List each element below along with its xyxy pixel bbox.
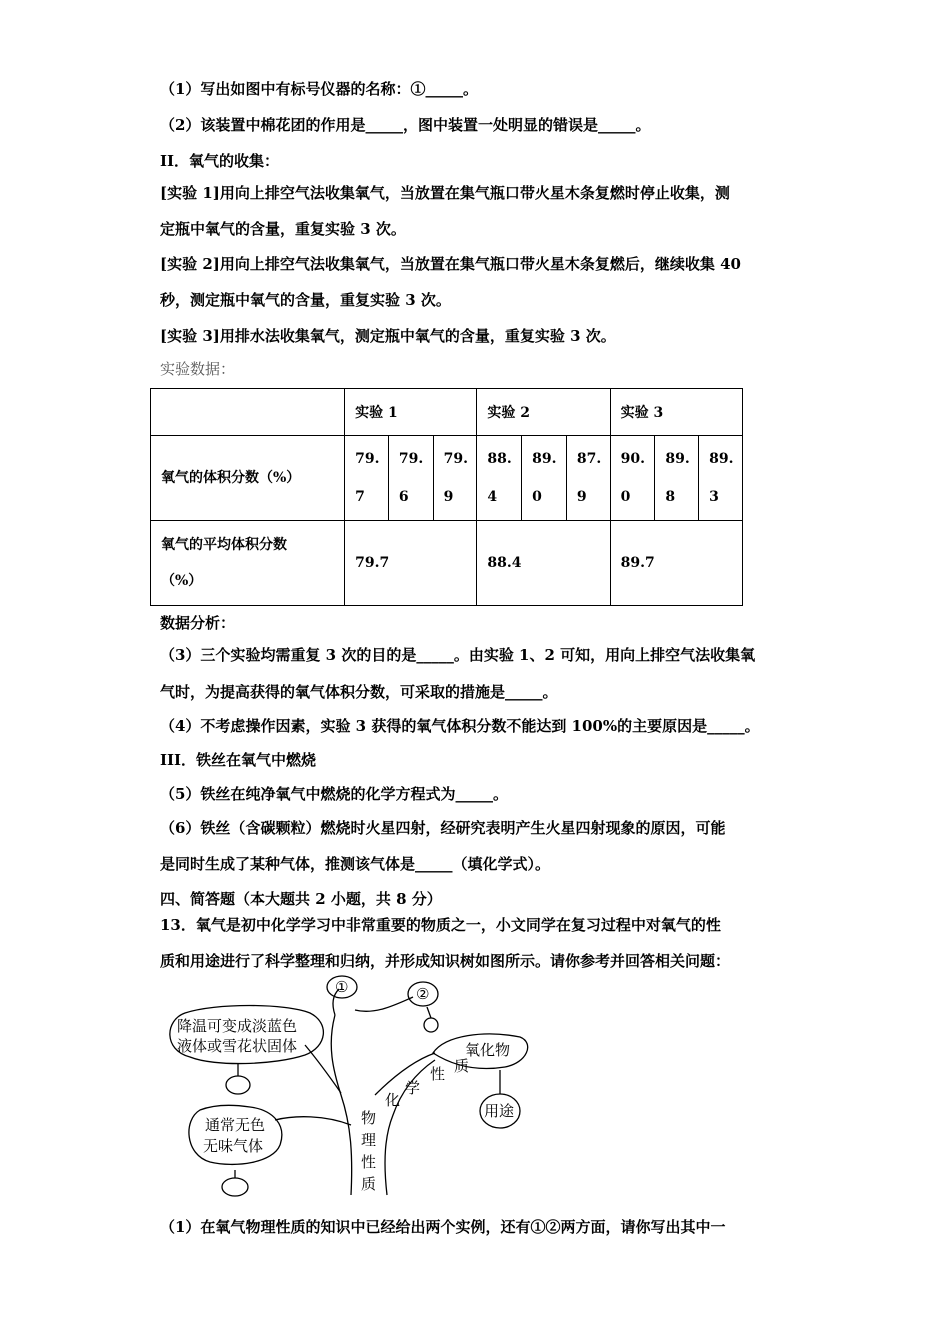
- section-3-title: III．铁丝在氧气中燃烧: [160, 751, 317, 769]
- fruit-stem: [427, 1007, 431, 1018]
- experiment-3-line: [实验 3]用排水法收集氧气，测定瓶中氧气的含量，重复实验 3 次。: [160, 327, 616, 345]
- experiment-data-table: [150, 388, 743, 606]
- phys-char-2: 理: [361, 1131, 377, 1149]
- value-cell: 89. 3: [699, 436, 743, 521]
- bubble-2-line-2: 无味气体: [203, 1137, 264, 1155]
- question-5-line: （5）铁丝在纯净氧气中燃烧的化学方程式为_____。: [160, 785, 508, 803]
- question-13-line-1: 13．氧气是初中化学学习中非常重要的物质之一，小文同学在复习过程中对氧气的性: [160, 916, 721, 934]
- question-part-1: （1）写出如图中有标号仪器的名称：①_____。: [160, 80, 478, 98]
- table-row-volume-fraction: [151, 436, 743, 521]
- bubble-2-shape: [189, 1105, 282, 1164]
- value-cell: 79. 6: [388, 436, 433, 521]
- question-part-2: （2）该装置中棉花团的作用是_____，图中装置一处明显的错误是_____。: [160, 116, 651, 134]
- value-cell: 89. 0: [522, 436, 567, 521]
- bubble-1-line-1: 降温可变成淡蓝色: [177, 1017, 298, 1035]
- experiment-1-line-2: 定瓶中氧气的含量，重复实验 3 次。: [160, 220, 406, 238]
- section-2-title: II．氧气的收集：: [160, 152, 280, 170]
- data-label: 实验数据：: [160, 360, 236, 378]
- question-13-line-2: 质和用途进行了科学整理和归纳，并形成知识树如图所示。请你参考并回答相关问题：: [160, 952, 731, 970]
- branch-circle-2: [355, 997, 413, 1011]
- header-experiment-1: 实验 1: [345, 389, 477, 436]
- average-experiment-2: 88.4: [477, 521, 610, 606]
- phys-char-3: 性: [361, 1153, 377, 1171]
- value-cell: 88. 4: [477, 436, 522, 521]
- oxide-label: 氧化物: [465, 1041, 511, 1059]
- header-experiment-2: 实验 2: [477, 389, 610, 436]
- table-row-average: [151, 521, 743, 606]
- fruit-icon: [226, 1076, 250, 1094]
- value-cell: 90. 0: [610, 436, 655, 521]
- experiment-2-line-2: 秒，测定瓶中氧气的含量，重复实验 3 次。: [160, 291, 451, 309]
- last-question-line: （1）在氧气物理性质的知识中已经给出两个实例，还有①②两方面，请你写出其中一: [160, 1218, 726, 1236]
- branch-left-lower: [275, 1117, 351, 1125]
- bubble-2-line-1: 通常无色: [205, 1116, 266, 1134]
- experiment-1-line-1: [实验 1]用向上排空气法收集氧气，当放置在集气瓶口带火星木条复燃时停止收集，测: [160, 184, 730, 202]
- tree-trunk: [331, 1015, 435, 1195]
- analysis-title: 数据分析：: [160, 614, 236, 632]
- average-experiment-1: 79.7: [345, 521, 477, 606]
- phys-char-1: 物: [361, 1109, 377, 1127]
- chem-char-4: 质: [454, 1057, 470, 1075]
- chem-char-2: 学: [405, 1079, 421, 1097]
- value-cell: 79. 9: [433, 436, 477, 521]
- question-6-line-2: 是同时生成了某种气体，推测该气体是_____（填化学式）。: [160, 855, 551, 873]
- value-cell: 89. 8: [655, 436, 699, 521]
- row-label-volume-fraction: 氧气的体积分数（%）: [151, 436, 345, 521]
- circle-1-label: ①: [335, 978, 349, 996]
- row-label-average: 氧气的平均体积分数 （%）: [151, 521, 345, 606]
- experiment-2-line-1: [实验 2]用向上排空气法收集氧气，当放置在集气瓶口带火星木条复燃后，继续收集 40: [160, 255, 741, 273]
- use-label: 用途: [484, 1102, 515, 1120]
- question-3-line-1: （3）三个实验均需重复 3 次的目的是_____。由实验 1、2 可知，用向上排空气法收集氧: [160, 646, 756, 664]
- value-cell: 87. 9: [566, 436, 610, 521]
- value-cell: 79. 7: [345, 436, 389, 521]
- table-corner-cell: [151, 389, 345, 436]
- table-header-row: [151, 389, 743, 436]
- header-experiment-3: 实验 3: [610, 389, 742, 436]
- knowledge-tree-diagram: [155, 975, 555, 1205]
- question-4-line: （4）不考虑操作因素，实验 3 获得的氧气体积分数不能达到 100%的主要原因是_____。: [160, 717, 760, 735]
- chem-char-1: 化: [385, 1091, 401, 1109]
- chem-char-3: 性: [430, 1065, 446, 1083]
- circle-2-label: ②: [416, 985, 430, 1003]
- bubble-1-line-2: 液体或雪花状固体: [177, 1037, 298, 1055]
- section-4-title: 四、简答题（本大题共 2 小题，共 8 分）: [160, 890, 442, 908]
- average-experiment-3: 89.7: [610, 521, 742, 606]
- question-6-line-1: （6）铁丝（含碳颗粒）燃烧时火星四射，经研究表明产生火星四射现象的原因，可能: [160, 819, 726, 837]
- question-3-line-2: 气时，为提高获得的氧气体积分数，可采取的措施是_____。: [160, 683, 558, 701]
- fruit-icon: [424, 1018, 438, 1032]
- phys-char-4: 质: [361, 1175, 377, 1193]
- fruit-icon: [222, 1178, 248, 1196]
